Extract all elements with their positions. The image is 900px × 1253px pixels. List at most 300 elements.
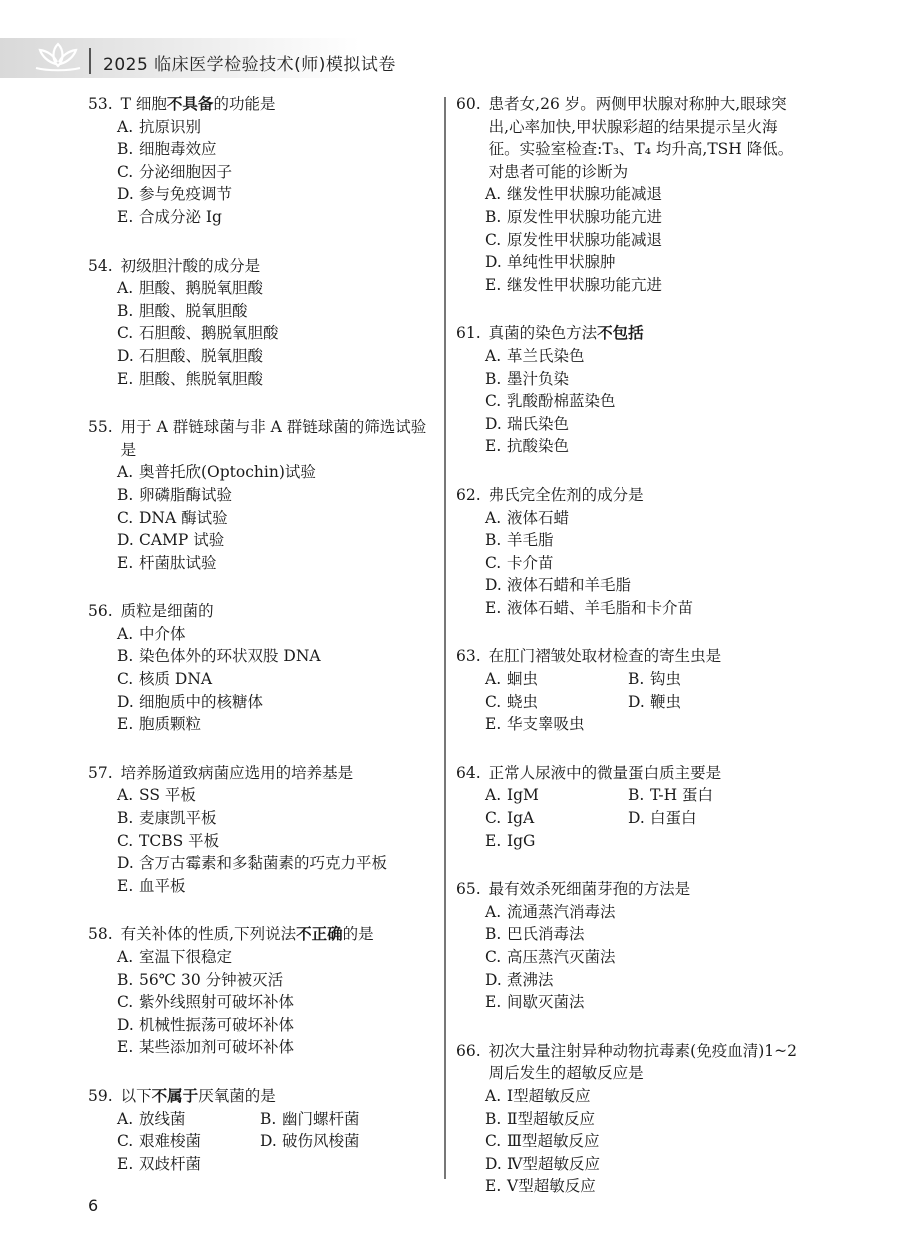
question-stem <box>489 322 806 345</box>
option-label: D. <box>117 854 134 873</box>
option-text: 抗酸染色 <box>507 437 570 456</box>
stem-text: 以下 <box>120 1086 152 1105</box>
option-item <box>485 529 806 552</box>
option-text: 分泌细胞因子 <box>139 162 233 181</box>
option-item <box>485 1130 806 1153</box>
option-item <box>117 300 438 323</box>
option-text: 蛲虫 <box>507 692 539 711</box>
option-text: 紫外线照射可破坏补体 <box>139 993 295 1012</box>
question-text <box>88 923 438 946</box>
option-text: 胆酸、脱氧胆酸 <box>139 301 248 320</box>
option-item <box>485 691 628 714</box>
option-label: E. <box>117 553 134 572</box>
option-text: 双歧杆菌 <box>139 1154 202 1173</box>
question-number: 65. <box>456 880 481 899</box>
question-item <box>456 645 806 735</box>
option-item <box>117 1036 438 1059</box>
option-label: E. <box>485 715 502 734</box>
stem-text: 的功能是 <box>213 95 276 113</box>
question-stem <box>121 923 438 946</box>
option-text: 幽门螺杆菌 <box>282 1109 360 1128</box>
option-item <box>117 484 438 507</box>
option-label: B. <box>628 786 645 805</box>
option-item <box>117 529 438 552</box>
option-text: 杆菌肽试验 <box>139 553 217 572</box>
option-item <box>117 183 438 206</box>
option-label: E. <box>485 993 502 1012</box>
option-row <box>485 807 806 830</box>
option-text: 墨汁负染 <box>507 369 570 388</box>
option-label: E. <box>485 275 502 294</box>
question-text <box>456 762 806 785</box>
question-text <box>456 322 806 345</box>
right-column <box>456 93 806 1224</box>
option-label: B. <box>485 531 502 550</box>
option-item <box>117 852 438 875</box>
option-label: C. <box>485 553 502 572</box>
option-list <box>456 507 806 620</box>
question-item <box>456 762 806 852</box>
question-item <box>88 762 438 898</box>
option-item <box>485 1108 806 1131</box>
option-label: C. <box>485 1132 502 1151</box>
option-text: 细胞质中的核糖体 <box>139 692 264 711</box>
option-label: C. <box>117 508 134 527</box>
question-stem <box>489 762 806 785</box>
stem-text: 初次大量注射异种动物抗毒素(免疫血清)1~2 周后发生的超敏反应是 <box>488 1041 797 1083</box>
option-text: 血平板 <box>139 876 186 895</box>
option-item <box>117 807 438 830</box>
option-item <box>117 345 438 368</box>
question-stem <box>121 93 438 116</box>
page-number: 6 <box>88 1196 99 1215</box>
option-label: D. <box>117 346 134 365</box>
question-text <box>456 1040 806 1085</box>
option-text: 奥普托欣(Optochin)试验 <box>139 463 316 482</box>
option-label: E. <box>485 831 502 850</box>
option-text: IgG <box>507 831 536 850</box>
option-label: E. <box>485 437 502 456</box>
question-item <box>88 416 438 574</box>
option-item <box>485 345 806 368</box>
option-text: 中介体 <box>139 624 186 643</box>
option-text: 巴氏消毒法 <box>507 925 585 944</box>
option-item <box>485 1153 806 1176</box>
question-text <box>88 600 438 623</box>
option-item <box>117 1108 260 1131</box>
option-label: D. <box>117 692 134 711</box>
option-label: D. <box>117 1015 134 1034</box>
question-stem <box>489 1040 806 1085</box>
stem-text: 厌氧菌的是 <box>198 1086 276 1105</box>
option-label: D. <box>628 809 645 828</box>
question-text <box>456 645 806 668</box>
option-list <box>88 116 438 229</box>
option-item <box>117 946 438 969</box>
option-item <box>485 507 806 530</box>
option-label: A. <box>117 948 134 966</box>
option-row <box>117 1108 438 1131</box>
option-text: 液体石蜡 <box>507 508 570 527</box>
option-text: 液体石蜡、羊毛脂和卡介苗 <box>507 598 694 617</box>
question-stem <box>121 762 438 785</box>
question-text <box>456 484 806 507</box>
option-text: 56℃ 30 分钟被灭活 <box>139 970 284 989</box>
option-item <box>117 623 438 646</box>
option-list <box>456 901 806 1014</box>
option-label: C. <box>117 324 134 343</box>
option-row <box>485 784 806 807</box>
option-text: 含万古霉素和多黏菌素的巧克力平板 <box>139 854 388 873</box>
option-text: Ⅱ型超敏反应 <box>507 1109 596 1128</box>
stem-text: 有关补体的性质,下列说法 <box>120 925 297 944</box>
option-label: B. <box>117 647 134 666</box>
option-text: 染色体外的环状双股 DNA <box>139 647 321 666</box>
emphasis-text: 不具备 <box>166 95 214 113</box>
option-list <box>456 784 806 852</box>
option-item <box>117 507 438 530</box>
option-label: B. <box>485 207 502 226</box>
option-row <box>117 1130 438 1153</box>
option-label: E. <box>117 1038 134 1057</box>
option-item <box>117 322 438 345</box>
option-label: D. <box>628 692 645 711</box>
stem-text: 的是 <box>342 925 374 944</box>
question-number: 60. <box>456 95 481 113</box>
option-label: C. <box>485 948 502 966</box>
emphasis-text: 不正确 <box>296 925 343 944</box>
option-label: C. <box>485 230 502 249</box>
option-label: A. <box>117 279 134 298</box>
option-row <box>485 668 806 691</box>
question-stem <box>489 93 806 183</box>
option-text: 原发性甲状腺功能减退 <box>507 230 663 249</box>
question-text <box>456 878 806 901</box>
option-text: Ⅳ型超敏反应 <box>507 1154 600 1173</box>
question-number: 66. <box>456 1041 481 1060</box>
option-item <box>117 1153 260 1176</box>
option-item <box>485 901 806 924</box>
option-text: 胆酸、熊脱氧胆酸 <box>139 369 264 388</box>
option-list <box>88 461 438 574</box>
question-text <box>88 93 438 116</box>
question-item <box>88 93 438 229</box>
option-label: A. <box>117 117 134 136</box>
option-label: D. <box>117 531 134 550</box>
option-label: E. <box>117 1154 134 1173</box>
option-text: 参与免疫调节 <box>139 185 233 204</box>
option-label: A. <box>117 1109 134 1128</box>
option-text: DNA 酶试验 <box>139 508 228 527</box>
question-text <box>88 1085 438 1108</box>
option-label: E. <box>485 1177 502 1196</box>
option-text: 间歇灭菌法 <box>507 993 585 1012</box>
option-label: B. <box>485 369 502 388</box>
option-text: Ⅲ型超敏反应 <box>507 1132 600 1151</box>
option-label: B. <box>628 670 645 689</box>
option-label: D. <box>485 970 502 989</box>
option-text: 放线菌 <box>139 1109 186 1128</box>
question-item <box>456 322 806 458</box>
option-label: D. <box>485 1154 502 1173</box>
option-text: CAMP 试验 <box>139 531 225 550</box>
question-item <box>88 923 438 1059</box>
question-number: 56. <box>88 602 113 621</box>
question-number: 55. <box>88 418 113 437</box>
option-label: A. <box>117 786 134 805</box>
option-label: B. <box>260 1109 277 1128</box>
option-text: 乳酸酚棉蓝染色 <box>507 392 616 411</box>
option-text: 石胆酸、鹅脱氧胆酸 <box>139 324 279 343</box>
option-item <box>117 161 438 184</box>
stem-text: 真菌的染色方法 <box>488 324 598 343</box>
option-item <box>485 668 628 691</box>
option-list <box>456 345 806 458</box>
option-row <box>485 713 806 736</box>
option-text: 艰难梭菌 <box>139 1132 202 1151</box>
header-separator <box>89 48 91 74</box>
option-label: A. <box>485 1086 502 1105</box>
option-text: 高压蒸汽灭菌法 <box>507 948 616 966</box>
option-label: B. <box>485 925 502 944</box>
option-text: Ⅴ型超敏反应 <box>507 1177 596 1196</box>
option-label: C. <box>485 392 502 411</box>
option-label: A. <box>117 624 134 643</box>
question-stem <box>121 1085 438 1108</box>
question-number: 57. <box>88 763 113 782</box>
option-list <box>88 277 438 390</box>
stem-text: 患者女,26 岁。两侧甲状腺对称肿大,眼球突出,心率加快,甲状腺彩超的结果提示呈火海征。实验室检查:T₃、T₄ 均升高,TSH 降低。对患者可能的诊断为 <box>488 95 794 181</box>
option-text: 钩虫 <box>650 670 682 689</box>
option-text: 胞质颗粒 <box>139 715 202 734</box>
option-item <box>117 138 438 161</box>
option-label: E. <box>117 876 134 895</box>
option-label: D. <box>485 576 502 595</box>
option-item <box>485 183 806 206</box>
column-divider <box>444 97 446 1179</box>
option-row <box>117 1153 438 1176</box>
option-text: TCBS 平板 <box>139 831 220 850</box>
option-item <box>117 206 438 229</box>
emphasis-text: 不包括 <box>597 324 644 343</box>
option-text: 胆酸、鹅脱氧胆酸 <box>139 279 264 298</box>
option-text: 液体石蜡和羊毛脂 <box>507 576 632 595</box>
left-column <box>88 93 438 1201</box>
lotus-logo-icon <box>30 40 86 74</box>
option-text: 抗原识别 <box>139 117 202 136</box>
question-text <box>88 255 438 278</box>
option-text: 继发性甲状腺功能减退 <box>507 185 663 204</box>
option-list <box>88 623 438 736</box>
option-item <box>485 946 806 969</box>
option-text: 合成分泌 Ig <box>139 207 222 226</box>
option-item <box>485 969 806 992</box>
option-item <box>117 1130 260 1153</box>
option-item <box>117 713 438 736</box>
option-item <box>117 368 438 391</box>
option-item <box>485 435 806 458</box>
option-text: 破伤风梭菌 <box>282 1132 360 1151</box>
question-stem <box>121 255 438 278</box>
option-label: C. <box>485 809 502 828</box>
option-item <box>117 830 438 853</box>
question-item <box>88 600 438 736</box>
option-text: 瑞氏染色 <box>507 414 570 433</box>
option-label: B. <box>485 1109 502 1128</box>
question-stem <box>121 416 438 461</box>
option-item <box>117 668 438 691</box>
option-text: 白蛋白 <box>650 809 697 828</box>
option-label: B. <box>117 485 134 504</box>
option-text: 卵磷脂酶试验 <box>139 485 233 504</box>
option-label: D. <box>117 185 134 204</box>
option-item <box>117 116 438 139</box>
option-label: A. <box>485 185 502 204</box>
option-text: 室温下很稳定 <box>139 948 233 966</box>
option-text: 单纯性甲状腺肿 <box>507 253 616 272</box>
option-text: 流通蒸汽消毒法 <box>507 902 616 921</box>
option-item <box>485 251 806 274</box>
option-item <box>260 1130 403 1153</box>
question-number: 64. <box>456 763 481 782</box>
option-item <box>485 1175 806 1198</box>
option-item <box>485 574 806 597</box>
option-item <box>485 206 806 229</box>
option-row <box>485 830 806 853</box>
option-item <box>485 1085 806 1108</box>
option-label: D. <box>485 253 502 272</box>
option-list <box>88 1108 438 1176</box>
option-item <box>628 807 771 830</box>
option-text: IgM <box>507 786 539 805</box>
option-item <box>485 991 806 1014</box>
option-text: 革兰氏染色 <box>507 346 585 365</box>
option-label: C. <box>117 670 134 689</box>
stem-text: 初级胆汁酸的成分是 <box>120 256 261 275</box>
question-text <box>456 93 806 183</box>
option-label: C. <box>117 162 134 181</box>
question-item <box>456 1040 806 1198</box>
option-text: 蛔虫 <box>507 670 539 689</box>
option-label: C. <box>117 993 134 1012</box>
option-item <box>117 645 438 668</box>
question-number: 62. <box>456 485 481 504</box>
stem-text: 最有效杀死细菌芽孢的方法是 <box>488 880 691 899</box>
question-number: 53. <box>88 95 113 113</box>
option-list <box>456 668 806 736</box>
option-text: 鞭虫 <box>650 692 682 711</box>
option-item <box>485 552 806 575</box>
question-number: 63. <box>456 647 481 666</box>
option-text: SS 平板 <box>139 786 196 805</box>
option-item <box>117 691 438 714</box>
option-text: 卡介苗 <box>507 553 554 572</box>
option-label: A. <box>485 902 502 921</box>
page-header <box>0 0 900 82</box>
stem-text: 质粒是细菌的 <box>120 602 214 621</box>
option-text: 原发性甲状腺功能亢进 <box>507 207 663 226</box>
option-text: T-H 蛋白 <box>650 786 714 805</box>
option-text: 华支睾吸虫 <box>507 715 585 734</box>
option-label: D. <box>485 414 502 433</box>
option-label: C. <box>485 692 502 711</box>
option-text: 煮沸法 <box>507 970 554 989</box>
option-item <box>485 807 628 830</box>
question-stem <box>489 484 806 507</box>
option-text: 麦康凯平板 <box>139 809 217 828</box>
option-label: A. <box>117 463 134 482</box>
option-label: A. <box>485 508 502 527</box>
option-item <box>485 784 628 807</box>
question-number: 58. <box>88 925 113 944</box>
option-item <box>628 691 771 714</box>
option-text: 石胆酸、脱氧胆酸 <box>139 346 264 365</box>
question-number: 61. <box>456 324 481 343</box>
option-text: 羊毛脂 <box>507 531 554 550</box>
option-item <box>485 274 806 297</box>
question-number: 54. <box>88 256 113 275</box>
option-item <box>117 277 438 300</box>
option-label: B. <box>117 301 134 320</box>
option-row <box>485 691 806 714</box>
option-item <box>485 597 806 620</box>
option-item <box>628 668 771 691</box>
option-text: 某些添加剂可破坏补体 <box>139 1038 295 1057</box>
option-label: B. <box>117 140 134 159</box>
option-text: 继发性甲状腺功能亢进 <box>507 275 663 294</box>
option-label: D. <box>260 1132 277 1151</box>
option-label: A. <box>485 346 502 365</box>
question-stem <box>489 878 806 901</box>
option-item <box>117 875 438 898</box>
question-item <box>88 255 438 391</box>
stem-text: 培养肠道致病菌应选用的培养基是 <box>120 763 354 782</box>
question-item <box>88 1085 438 1175</box>
question-text <box>88 416 438 461</box>
question-item <box>456 93 806 296</box>
stem-text: 在肛门褶皱处取材检查的寄生虫是 <box>488 647 722 666</box>
option-item <box>628 784 771 807</box>
option-label: E. <box>117 715 134 734</box>
option-label: A. <box>485 670 502 689</box>
option-item <box>117 552 438 575</box>
option-label: C. <box>117 831 134 850</box>
option-label: A. <box>485 786 502 805</box>
emphasis-text: 不属于 <box>151 1086 199 1105</box>
option-label: B. <box>117 809 134 828</box>
question-item <box>456 878 806 1014</box>
option-item <box>117 969 438 992</box>
stem-text: 正常人尿液中的微量蛋白质主要是 <box>488 763 722 782</box>
option-item <box>485 368 806 391</box>
question-text <box>88 762 438 785</box>
option-item <box>485 390 806 413</box>
question-stem <box>489 645 806 668</box>
option-text: 机械性振荡可破坏补体 <box>139 1015 295 1034</box>
option-item <box>485 229 806 252</box>
option-label: C. <box>117 1132 134 1151</box>
question-number: 59. <box>88 1086 113 1105</box>
option-label: B. <box>117 970 134 989</box>
option-label: E. <box>117 207 134 226</box>
option-item <box>117 784 438 807</box>
option-label: E. <box>485 598 502 617</box>
option-item <box>485 413 806 436</box>
option-label: E. <box>117 369 134 388</box>
option-list <box>456 1085 806 1198</box>
option-item <box>260 1108 403 1131</box>
option-item <box>117 991 438 1014</box>
